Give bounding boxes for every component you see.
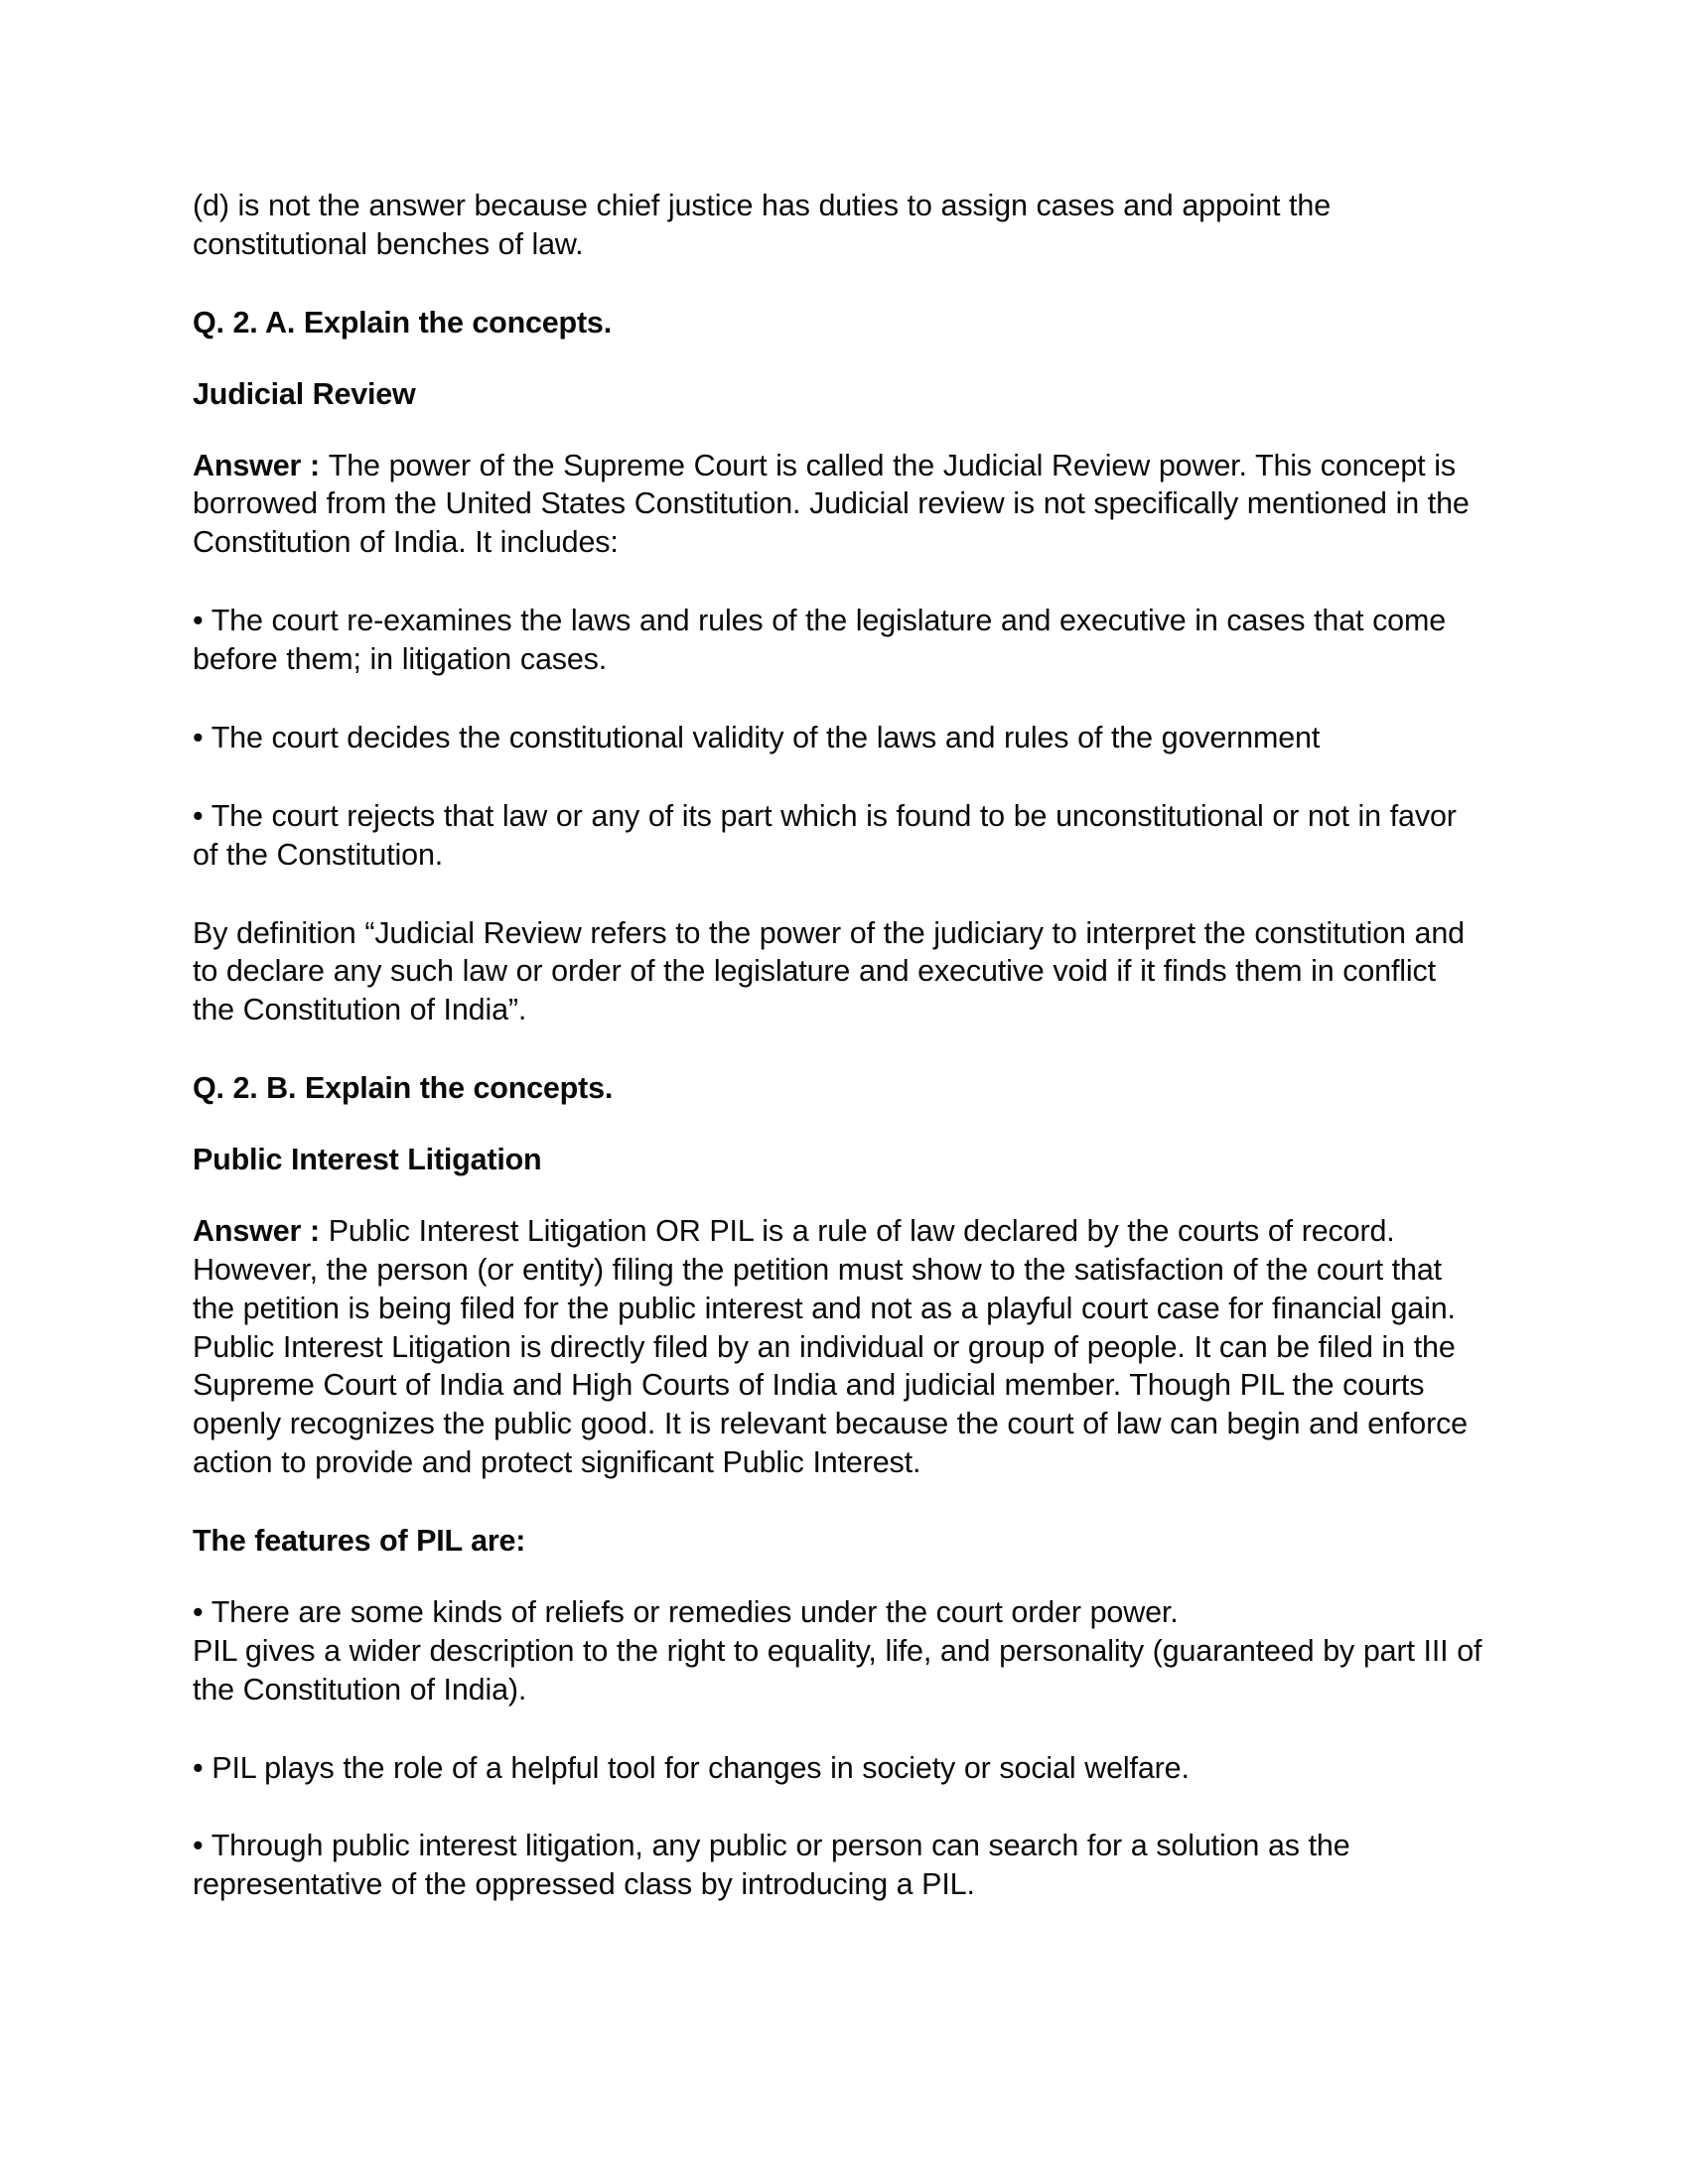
pil-bullet-3: • Through public interest litigation, any public or person can search for a solution as the representative of the oppressed class by introducing a PIL. xyxy=(193,1829,1350,1902)
judicial-review-bullet-1: • The court re-examines the laws and rules of the legislature and executive in cases that come before them; in litigation cases. xyxy=(193,604,1447,676)
pil-bullet-1-line-1: • There are some kinds of reliefs or remedies under the court order power. xyxy=(193,1594,1179,1629)
judicial-review-definition-paragraph: By definition “Judicial Review refers to the power of the judiciary to interpret the constitution and to declare any such law or order of the legislature and executive void if it finds them in conflict the Constitution of India”. xyxy=(193,915,1465,1027)
question-2b-heading: Q. 2. B. Explain the concepts. xyxy=(193,1071,614,1106)
pil-bullet-1-line-2: PIL gives a wider description to the right to equality, life, and personality (guaranteed by part III of the Constitution of India). xyxy=(193,1633,1482,1706)
judicial-review-bullet-3: • The court rejects that law or any of its part which is found to be unconstitutional or not in favor of the Constitution. xyxy=(193,798,1457,872)
answer-label: Answer : xyxy=(193,1213,329,1248)
question-2a-heading: Q. 2. A. Explain the concepts. xyxy=(193,305,612,340)
pil-features-heading: The features of PIL are: xyxy=(193,1524,526,1558)
pil-answer-paragraph xyxy=(193,1212,1483,1482)
judicial-review-subheading: Judicial Review xyxy=(193,376,416,411)
judicial-review-bullet-2: • The court decides the constitutional validity of the laws and rules of the government xyxy=(193,720,1321,754)
judicial-review-answer-paragraph xyxy=(193,447,1483,563)
answer-label: Answer : xyxy=(193,448,329,482)
pil-bullet-2: • PIL plays the role of a helpful tool for changes in society or social welfare. xyxy=(193,1750,1190,1785)
pil-bullet-1 xyxy=(193,1593,1483,1709)
public-interest-litigation-subheading: Public Interest Litigation xyxy=(193,1143,542,1176)
intro-paragraph: (d) is not the answer because chief justice has duties to assign cases and appoint the constitutional benches of law. xyxy=(193,189,1332,261)
answer-body: Public Interest Litigation OR PIL is a rule of law declared by the courts of record. However, the person (or entity) filing the petition must show to the satisfaction of the court that the petition is being filed for the public interest and not as a playful court case for financial gain. Public Interest Litigation is directly filed by an individual or group of people. It can be filed in the Supreme Court of India and High Courts of India and judicial member. Though PIL the courts openly recognizes the public good. It is relevant because the court of law can begin and enforce action to provide and protect significant Public Interest. xyxy=(193,1213,1468,1480)
document-content xyxy=(193,187,1483,1935)
answer-body: The power of the Supreme Court is called the Judicial Review power. This concept is borrowed from the United States Constitution. Judicial review is not specifically mentioned in the Constitution of India. It includes: xyxy=(193,448,1470,560)
